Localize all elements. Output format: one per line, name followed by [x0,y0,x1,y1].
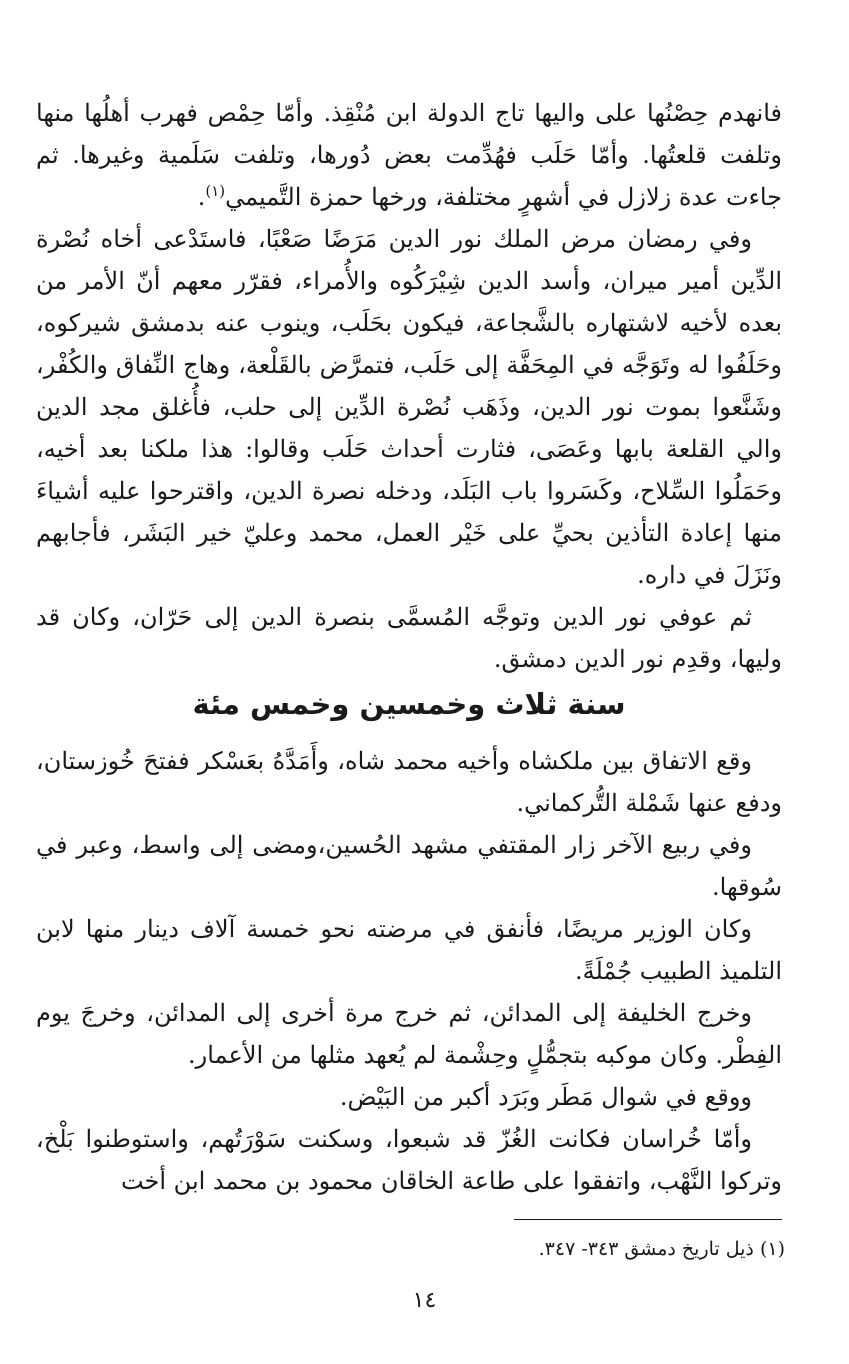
footnote-text: ذيل تاريخ دمشق ٣٤٣- ٣٤٧. [538,1238,754,1260]
paragraph-2: وفي رمضان مرض الملك نور الدين مَرَضًا صَعْبًا، فاستَدْعى أخاه نُصْرة الدِّين أمير ميران، وأسد الدين شِيْرَكُوه والأُمراء، فقرّر معهم أنّ الأمر من بعده لأخيه لاشتهاره بالشَّجاعة، فيكون بحَلَب، وينوب عنه بدمشق شيركوه، وحَلَفُوا له وتَوَجَّه في المِحَفَّة إلى حَلَب، فتمرَّض بالقَلْعة، وهاج النِّفاق والكُفْر، وشَنَّعوا بموت نور الدين، وذَهَب نُصْرة الدِّين إلى حلب، فأُغلق مجد الدين والي القلعة بابها وعَصَى، فثارت أحداث حَلَب وقالوا: هذا ملكنا بعد أخيه، وحَمَلُوا السِّلاح، وكَسَروا باب البَلَد، ودخله نصرة الدين، واقترحوا عليه أشياءَ منها إعادة التأذين بحيِّ على خَيْر العمل، محمد وعليّ خير البَشَر، فأجابهم ونَزَلَ في داره. [36,225,783,589]
footnote-divider [514,1219,782,1220]
paragraph-7: وخرج الخليفة إلى المدائن، ثم خرج مرة أخرى إلى المدائن، وخرجَ يوم الفِطْر. وكان موكبه بتجمُّلٍ وحِشْمة لم يُعهد مثلها من الأعمار. [36,999,782,1069]
paragraph-6: وكان الوزير مريضًا، فأنفق في مرضته نحو خمسة آلاف دينار منها لابن التلميذ الطبيب جُمْلَةً. [36,915,782,985]
paragraph-9: وأمّا خُراسان فكانت الغُزّ قد شبعوا، وسكنت سَوْرَتُهم، واستوطنوا بَلْخ، وتركوا النَّهْب، واتفقوا على طاعة الخاقان محمود بن محمد ابن أخت [36,1125,782,1195]
page-body [36,92,782,1202]
paragraph-3: ثم عوفي نور الدين وتوجَّه المُسمَّى بنصرة الدين إلى حَرّان، وكان قد وليها، وقدِم نور الدين دمشق. [36,603,782,673]
paragraph-8: ووقع في شوال مَطَر وبَرَد أكبر من البَيْض. [339,1083,752,1111]
paragraph-1 [36,92,782,218]
paragraph-1-tail: . [197,183,206,211]
paragraph-1-text: فانهدم حِصْنُها على واليها تاج الدولة ابن مُنْقِذ. وأمّا حِمْص فهرب أهلُها منها وتلفت قلعتُها. وأمّا حَلَب فهُدِّمت بعض دُورها، وتلفت سَلَمية وغيرها. ثم جاءت عدة زلازل في أشهرٍ مختلفة، ورخها حمزة التَّميمي [36,99,782,211]
page-number: ١٤ [412,1288,437,1313]
footnote [539,1234,785,1264]
section-heading: سنة ثلاث وخمسين وخمس مئة [192,687,626,721]
footnote-marker: (١) [759,1238,785,1260]
footnote-reference[interactable]: (١) [205,182,226,200]
paragraph-4: وقع الاتفاق بين ملكشاه وأخيه محمد شاه، وأَمَدَّهُ بعَسْكر ففتحَ خُوزستان، ودفع عنها شَمْلة التُّركماني. [36,747,782,817]
paragraph-5: وفي ربيع الآخر زار المقتفي مشهد الحُسين،ومضى إلى واسط، وعبر في سُوقها. [36,831,782,901]
